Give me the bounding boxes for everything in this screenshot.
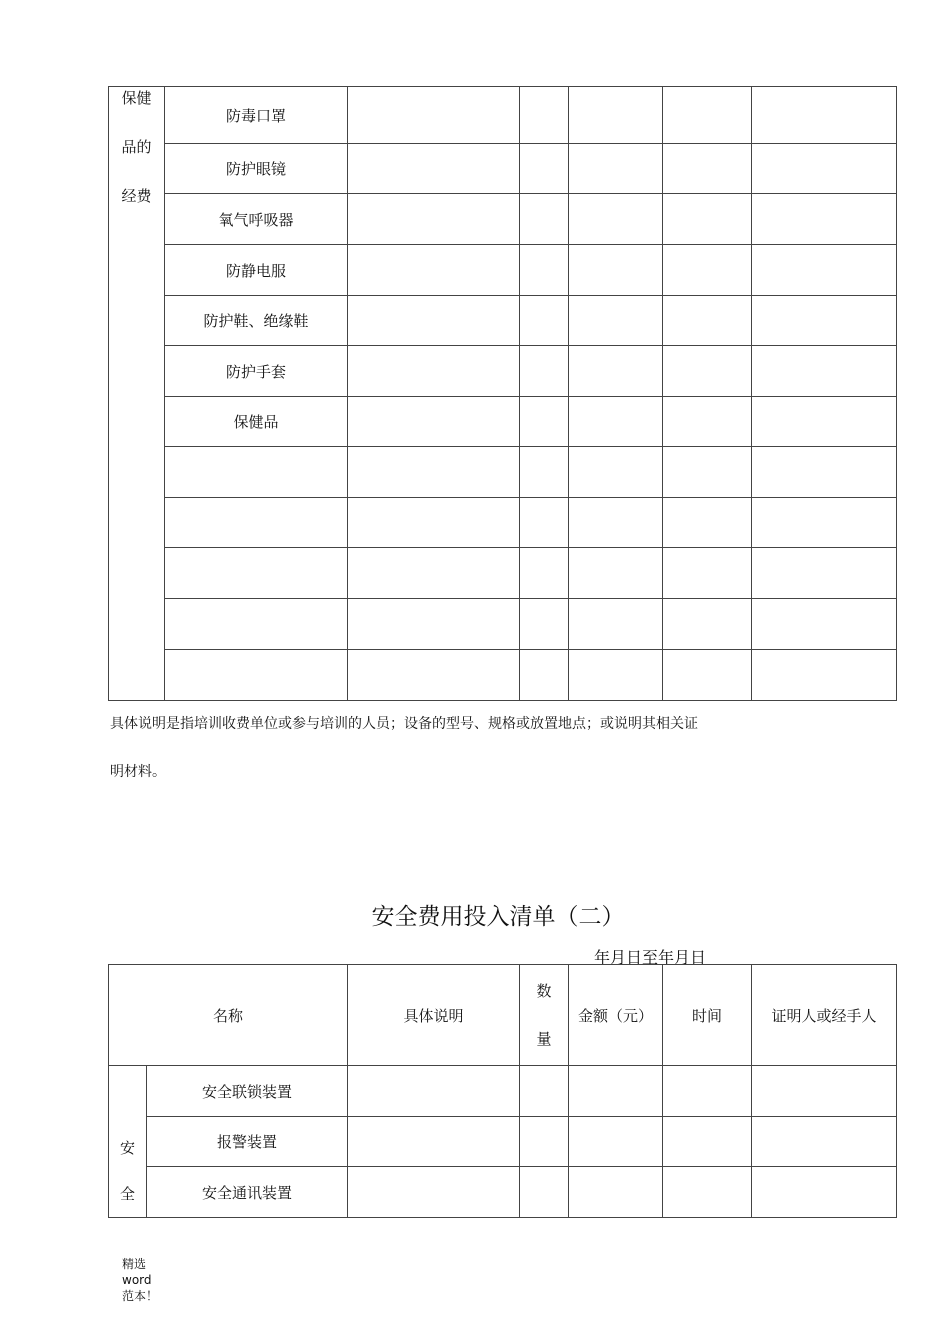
cell <box>569 599 663 650</box>
table-row <box>109 144 897 194</box>
cell <box>663 447 752 498</box>
category-line: 安 <box>119 1139 135 1157</box>
cell <box>752 498 897 548</box>
cell <box>569 397 663 447</box>
table-row <box>109 1066 897 1117</box>
footer-line: 范本！ <box>122 1289 159 1303</box>
item-name <box>165 599 348 650</box>
cell <box>348 1066 520 1117</box>
cell <box>520 1167 569 1218</box>
cell <box>569 447 663 498</box>
cell <box>520 144 569 194</box>
item-name: 防毒口罩 <box>165 87 348 144</box>
cell <box>663 650 752 701</box>
table-row <box>109 397 897 447</box>
cell <box>348 87 520 144</box>
cell <box>663 397 752 447</box>
cell <box>663 346 752 397</box>
category-line: 保健 <box>121 89 152 107</box>
header-name: 名称 <box>109 965 348 1066</box>
cell <box>520 397 569 447</box>
cell <box>348 1167 520 1218</box>
section-title: 安全费用投入清单（二） <box>371 904 625 930</box>
cell <box>520 447 569 498</box>
cell <box>663 245 752 296</box>
header-row <box>109 965 897 1066</box>
item-name: 保健品 <box>165 397 348 447</box>
category-cell <box>109 1066 147 1218</box>
cell <box>569 144 663 194</box>
cell <box>520 87 569 144</box>
cell <box>663 1167 752 1218</box>
item-name: 氧气呼吸器 <box>165 194 348 245</box>
cell <box>348 498 520 548</box>
cell <box>752 87 897 144</box>
cell <box>348 346 520 397</box>
cell <box>520 1117 569 1167</box>
cell <box>348 447 520 498</box>
cell <box>569 1117 663 1167</box>
table-row <box>109 1117 897 1167</box>
cell <box>520 548 569 599</box>
header-quantity-bottom: 量 <box>536 1030 552 1048</box>
cell <box>752 447 897 498</box>
item-name: 报警装置 <box>147 1117 348 1167</box>
cell <box>348 144 520 194</box>
item-name: 安全联锁装置 <box>147 1066 348 1117</box>
cell <box>663 548 752 599</box>
cell <box>569 1167 663 1218</box>
table-row <box>109 346 897 397</box>
cell <box>520 498 569 548</box>
cell <box>569 498 663 548</box>
cell <box>569 346 663 397</box>
cell <box>569 650 663 701</box>
cell <box>663 1117 752 1167</box>
cell <box>569 194 663 245</box>
cell <box>752 194 897 245</box>
table-row <box>109 650 897 701</box>
cell <box>752 1117 897 1167</box>
cell <box>348 650 520 701</box>
note-line: 明材料。 <box>110 764 166 780</box>
cell <box>752 548 897 599</box>
cell <box>520 346 569 397</box>
cell <box>663 194 752 245</box>
item-name: 防护眼镜 <box>165 144 348 194</box>
table-row <box>109 498 897 548</box>
cell <box>752 1167 897 1218</box>
table-row <box>109 1167 897 1218</box>
item-name: 防静电服 <box>165 245 348 296</box>
expense-table-protective <box>108 86 897 701</box>
category-cell <box>109 87 165 701</box>
cell <box>348 1117 520 1167</box>
header-amount: 金额（元） <box>569 965 663 1066</box>
cell <box>569 296 663 346</box>
cell <box>752 599 897 650</box>
category-line: 全 <box>119 1185 135 1203</box>
footer-line: word <box>122 1273 152 1287</box>
cell <box>348 194 520 245</box>
table-row <box>109 245 897 296</box>
cell <box>520 194 569 245</box>
cell <box>569 87 663 144</box>
table-row <box>109 296 897 346</box>
cell <box>348 245 520 296</box>
cell <box>520 296 569 346</box>
cell <box>663 144 752 194</box>
footer-line: 精选 <box>122 1257 147 1271</box>
cell <box>663 498 752 548</box>
table-row <box>109 194 897 245</box>
item-name <box>165 447 348 498</box>
item-name <box>165 498 348 548</box>
cell <box>663 599 752 650</box>
item-name: 防护手套 <box>165 346 348 397</box>
cell <box>752 245 897 296</box>
cell <box>569 1066 663 1117</box>
cell <box>752 1066 897 1117</box>
cell <box>520 650 569 701</box>
cell <box>663 296 752 346</box>
cell <box>348 599 520 650</box>
cell <box>569 245 663 296</box>
category-line: 品的 <box>121 138 152 156</box>
item-name <box>165 548 348 599</box>
table-row <box>109 599 897 650</box>
cell <box>348 296 520 346</box>
category-line: 经费 <box>121 187 152 205</box>
header-time: 时间 <box>663 965 752 1066</box>
cell <box>520 599 569 650</box>
item-name: 防护鞋、绝缘鞋 <box>165 296 348 346</box>
item-name <box>165 650 348 701</box>
footer-watermark <box>122 1256 158 1304</box>
date-range: 年月日至年月日 <box>594 948 707 967</box>
cell <box>752 144 897 194</box>
cell <box>520 245 569 296</box>
cell <box>752 296 897 346</box>
header-description: 具体说明 <box>348 965 520 1066</box>
expense-table-safety <box>108 964 897 1218</box>
note-line: 具体说明是指培训收费单位或参与培训的人员；设备的型号、规格或放置地点；或说明其相关证 <box>110 716 698 732</box>
cell <box>348 548 520 599</box>
table-row <box>109 548 897 599</box>
header-witness: 证明人或经手人 <box>752 965 897 1066</box>
cell <box>752 346 897 397</box>
cell <box>663 1066 752 1117</box>
table-row <box>109 447 897 498</box>
header-quantity <box>520 965 569 1066</box>
cell <box>520 1066 569 1117</box>
cell <box>752 397 897 447</box>
header-quantity-top: 数 <box>536 982 552 1000</box>
cell <box>752 650 897 701</box>
cell <box>569 548 663 599</box>
item-name: 安全通讯装置 <box>147 1167 348 1218</box>
cell <box>663 87 752 144</box>
cell <box>348 397 520 447</box>
